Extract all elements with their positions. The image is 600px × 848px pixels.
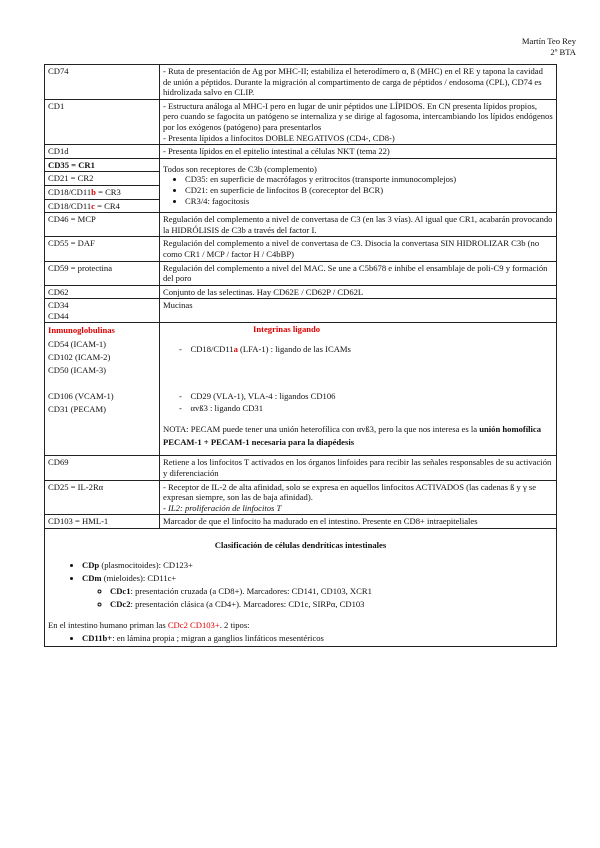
table-row — [45, 299, 557, 323]
pecam-note-b: unión homofílica PECAM-1 + PECAM-1 necesaria para la diapédesis — [163, 424, 542, 448]
cdp-term: CDp — [82, 559, 100, 570]
intestine-highlight: CDc2 CD103+ — [167, 619, 220, 630]
list-item — [110, 585, 553, 598]
dendritic-list — [48, 559, 553, 611]
cd11b-list — [48, 632, 553, 645]
pecam-label: CD31 (PECAM) — [48, 404, 107, 415]
cr3-label-b: b — [91, 186, 96, 197]
cdc2-term: CDc2 — [110, 598, 131, 609]
cd25-desc-2: - IL2: proliferación de linfocitos T — [163, 502, 282, 513]
author-name: Martín Teo Rey — [521, 36, 576, 46]
cr3-label-c: = CR3 — [95, 186, 121, 197]
cd59-label: CD59 = protectina — [45, 261, 160, 285]
table-row — [45, 65, 557, 100]
cd25-description — [160, 480, 557, 515]
dendritic-title: Clasificación de células dendríticas intestinales — [214, 540, 387, 551]
cdp-desc: (plasmocitoides): CD123+ — [99, 559, 193, 570]
cd1d-label: CD1d — [45, 145, 160, 159]
cd44-label: CD44 — [48, 310, 69, 321]
table-row — [45, 285, 557, 299]
cd74-description: - Ruta de presentación de Ag por MHC-II; estabiliza el heterodímero α, ß (MHC) en el RE y tapona la cavidad de unión a péptidos. Durante la migración al compartimento de carga de péptidos / endosoma (CPL), CD74 es hidrolizada salvo en CLIP. — [160, 65, 557, 100]
cdm-term: CDm — [82, 572, 102, 583]
cd62-description: Conjunto de las selectinas. Hay CD62E / CD62P / CD62L — [160, 285, 557, 299]
cd25-label: CD25 = IL-2Rα — [45, 480, 160, 515]
cr4-label-a: CD18/CD11 — [48, 200, 92, 211]
cd103-description: Marcador de que el linfocito ha madurado en el intestino. Presente en CD8+ intraepiteliales — [160, 515, 557, 529]
cd11b-term: CD11b+ — [82, 632, 113, 643]
cdc2-desc: : presentación clásica (a CD4+). Marcadores: CD1c, SIRPα, CD103 — [130, 598, 365, 609]
cr3-label-a: CD18/CD11 — [48, 186, 92, 197]
icam3-label: CD50 (ICAM-3) — [48, 365, 107, 376]
cd-markers-table — [44, 64, 557, 647]
cr-list — [163, 174, 553, 206]
cr-intro: Todos son receptores de C3b (complemento) — [163, 163, 317, 174]
vcam1-label: CD106 (VCAM-1) — [48, 391, 114, 402]
cr2-label: CD21 = CR2 — [45, 172, 160, 186]
lfa1-b: a — [233, 343, 238, 354]
cdm-sublist — [82, 585, 553, 611]
cdc1-desc: : presentación cruzada (a CD8+). Marcadores: CD141, CD103, XCR1 — [130, 585, 372, 596]
cr4-label-c: = CR4 — [94, 200, 120, 211]
table-row — [45, 480, 557, 515]
immunoglobulins-labels — [45, 323, 160, 456]
table-row — [45, 237, 557, 261]
vla-text: CD29 (VLA-1), VLA-4 : ligandos CD106 — [190, 391, 336, 402]
vla-line: - CD29 (VLA-1), VLA-4 : ligandos CD106 — [179, 391, 336, 402]
cd1-label: CD1 — [45, 99, 160, 144]
icam2-label: CD102 (ICAM-2) — [48, 351, 111, 362]
cd1d-description: - Presenta lípidos en el epitelio intestinal a células NKT (tema 22) — [160, 145, 557, 159]
table-row — [45, 158, 557, 172]
cd55-description: Regulación del complemento a nivel de convertasa de C3. Disocia la convertasa SIN HIDROLIZAR C3b (no como CR1 / MCP / factor H / C4bBP) — [160, 237, 557, 261]
table-row — [45, 456, 557, 480]
table-row — [45, 261, 557, 285]
cd46-description: Regulación del complemento a nivel de convertasa de C3 (en las 3 vías). Al igual que CR1, acabarán provocando la HIDRÓLISIS de C3b a través del factor I. — [160, 213, 557, 237]
table-row — [45, 145, 557, 159]
icam1-label: CD54 (ICAM-1) — [48, 338, 107, 349]
cd46-label: CD46 = MCP — [45, 213, 160, 237]
cd69-label: CD69 — [45, 456, 160, 480]
table-row — [45, 99, 557, 144]
table-row — [45, 515, 557, 529]
cd1-desc-1: - Estructura análoga al MHC-I pero en lugar de unir péptidos une LÍPIDOS. En CN presenta lípidos propios, pero cuando se fagocita un patógeno se internaliza y se dirige al fagosoma, intercambiando los lípidos endógenos por los exógenos (patógeno) para presentarlos — [163, 100, 553, 132]
list-item — [82, 559, 553, 572]
intestine-end: . 2 tipos: — [219, 619, 250, 630]
cr4-label-b: c — [91, 200, 95, 211]
list-item — [110, 598, 553, 611]
cr1-label: CD35 = CR1 — [45, 158, 160, 172]
complement-receptors-description — [160, 158, 557, 212]
mucins-description: Mucinas — [160, 299, 557, 323]
list-item: • CD21: en superficie de linfocitos B (coreceptor del BCR) — [185, 185, 553, 196]
cd34-label: CD34 — [48, 300, 69, 311]
table-row — [45, 323, 557, 456]
integrins-title: Integrinas ligando — [253, 324, 321, 335]
cd69-description: Retiene a los linfocitos T activados en los órganos linfoides para recibir las señales responsables de su activación y diferenciación — [160, 456, 557, 480]
course-label: 2º BTA — [550, 47, 576, 57]
document-header — [522, 36, 576, 58]
list-item: • CR3/4: fagocitosis — [185, 196, 553, 207]
cdm-desc: (mieloides): CD11c+ — [101, 572, 177, 583]
lfa1-c: (LFA-1) : ligando de las ICAMs — [237, 343, 351, 354]
pecam-note-a: NOTA: PECAM puede tener una unión heterofílica con αvß3, pero la que nos interesa es la — [163, 424, 480, 435]
intestine-text: En el intestino humano priman las — [48, 619, 168, 630]
cd1-description — [160, 99, 557, 144]
cd59-description: Regulación del complemento a nivel del MAC. Se une a C5b678 e inhibe el ensamblaje de poli-C9 y formación del poro — [160, 261, 557, 285]
avb3-line: - αvß3 : ligando CD31 — [179, 402, 264, 413]
cd74-label: CD74 — [45, 65, 160, 100]
lfa1-a: CD18/CD11 — [190, 343, 234, 354]
integrins-description — [160, 323, 557, 456]
table-row — [45, 213, 557, 237]
cd11b-desc: : en lámina propia ; migran a ganglios linfáticos mesentéricos — [112, 632, 324, 643]
cd62-label: CD62 — [45, 285, 160, 299]
cr3-label — [45, 185, 160, 199]
dendritic-cells-cell — [45, 529, 557, 647]
avb3-text: αvß3 : ligando CD31 — [190, 402, 264, 413]
list-item — [82, 632, 553, 645]
cd55-label: CD55 = DAF — [45, 237, 160, 261]
cd103-label: CD103 = HML-1 — [45, 515, 160, 529]
pecam-note — [163, 423, 553, 449]
immunoglobulins-title: Inmunoglobulinas — [48, 325, 115, 336]
cr4-label — [45, 199, 160, 213]
intestine-paragraph — [48, 619, 553, 632]
cdc1-term: CDc1 — [110, 585, 131, 596]
list-item: • CD35: en superficie de macrófagos y eritrocitos (transporte inmunocomplejos) — [185, 174, 553, 185]
mucins-labels — [45, 299, 160, 323]
table-row — [45, 529, 557, 647]
list-item — [82, 572, 553, 611]
cd1-desc-2: - Presenta lípidos a linfocitos DOBLE NEGATIVOS (CD4-, CD8-) — [163, 132, 395, 143]
cd25-desc-1: - Receptor de IL-2 de alta afinidad, solo se expresa en aquellos linfocitos ACTIVADOS (las cadenas ß y γ se expresan siempre, son las de baja afinidad). — [163, 481, 537, 503]
lfa1-line: - CD18/CD11a (LFA-1) : ligando de las ICAMs — [179, 343, 351, 354]
